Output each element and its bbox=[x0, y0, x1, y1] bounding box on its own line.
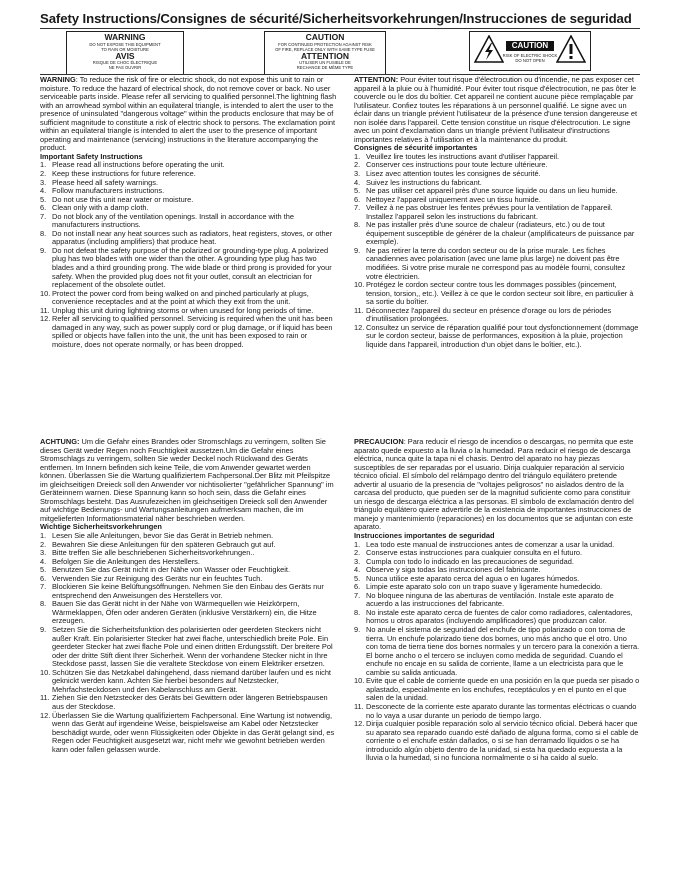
list-item: 1. Lea todo este manual de instrucciones antes de comenzar a usar la unidad. bbox=[354, 539, 615, 549]
list-item: 4. Follow manufacturers instructions. bbox=[40, 186, 165, 196]
fuse-label-heading-fr: ATTENTION bbox=[300, 50, 349, 61]
list-item: 10. Protégez le cordon secteur contre tous les dommages possibles (pincement, tension, torsion,, etc.). Veillez à ce que le cordon secteur soit libre, en particulier à sa sortie du boîtier. bbox=[354, 280, 634, 307]
list-item: 1. Please read all instructions before operating the unit. bbox=[40, 160, 225, 170]
list-item: 7. Veillez à ne pas obstruer les fentes prévues pour la ventilation de l'appareil. Installez l'appareil selon les instructions du fabricant. bbox=[354, 203, 613, 221]
warning-label-line: DO NOT EXPOSE THIS EQUIPMENT bbox=[89, 41, 161, 47]
list-item: 3. Lisez avec attention toutes les consignes de sécurité. bbox=[354, 169, 541, 179]
list-item: 10. Evite que el cable de corriente quede en una posición en la que pueda ser pisado o aplastado, especialmente en los enchufes, receptáculos y en el punto en el que salen de la unidad. bbox=[354, 676, 640, 703]
list-item: 6. Clean only with a damp cloth. bbox=[40, 203, 149, 213]
list-item: 1. Lesen Sie alle Anleitungen, bevor Sie das Gerät in Betrieb nehmen. bbox=[40, 531, 274, 541]
spanish-heading: Instrucciones importantes de seguridad bbox=[354, 531, 495, 541]
english-intro bbox=[40, 76, 338, 153]
english-section bbox=[40, 76, 338, 350]
title-divider bbox=[40, 28, 640, 29]
list-item: 11. Ziehen Sie den Netzstecker des Geräts bei Gewittern oder längeren Betriebspausen aus der Steckdose. bbox=[40, 693, 328, 711]
list-item: 6. Verwenden Sie zur Reinigung des Geräts nur ein feuchtes Tuch. bbox=[40, 573, 263, 583]
list-item: 3. Bitte treffen Sie alle beschriebenen Sicherheitsvorkehrungen.. bbox=[40, 548, 255, 558]
shock-label-heading: CAUTION bbox=[506, 41, 554, 51]
list-item: 12. Überlassen Sie die Wartung qualifiziertem Fachpersonal. Eine Wartung ist notwendig, wenn das Gerät auf irgendeine Weise, beispielsweise am Kabel oder Netzstecker beschädigt wurde, oder wenn Flüssigkeiten oder Objekte in das Gerät gelangt sind, es Regen oder Feuchtigkeit ausgesetzt war, nicht mehr wie gewohnt betrieben werden kann oder fallen gelassen wurde. bbox=[40, 710, 335, 754]
list-item: 12. Dirija cualquier posible reparación solo al servicio técnico oficial. Deberá hacer que su aparato sea reparado cuando esté dañado de alguna forma, como si el cable de corriente o el enchufe están dañados, o si se han derramado líquidos o se ha introducido algún objeto dentro de la unidad, si esta ha quedado expuesta a la lluvia o la humedad, si no funciona normalmente o si ha caído al suelo. bbox=[354, 719, 639, 763]
fuse-label-line: UTILISER UN FUSIBLE DE bbox=[299, 60, 351, 65]
list-item: 5. Do not use this unit near water or moisture. bbox=[40, 194, 194, 204]
list-item: 11. Desconecte de la corriente este aparato durante las tormentas eléctricas o cuando no lo vaya a usar durante un periodo de tiempo largo. bbox=[354, 701, 637, 720]
list-item: 8. Do not install near any heat sources such as radiators, heat registers, stoves, or other apparatus (including amplifiers) that produce heat. bbox=[40, 228, 333, 247]
list-item: 8. Ne pas installer près d'une source de chaleur (radiateurs, etc.) ou de tout équipement susceptible de générer de la chaleur (amplificateurs de puissance par exemple). bbox=[354, 220, 635, 247]
list-item: 7. Do not block any of the ventilation openings. Install in accordance with the manufacturers instructions. bbox=[40, 211, 294, 230]
spanish-section bbox=[354, 438, 640, 763]
list-item: 7. Blockieren Sie keine Belüftungsöffnungen. Nehmen Sie den Einbau des Geräts nur entsprechend den Anweisungen des Herstellers vor. bbox=[40, 582, 324, 600]
list-item: 12. Consultez un service de réparation qualifié pour tout dysfonctionnement (dommage sur le cordon secteur, baisse de performances, exposition à la pluie, projection liquide dans l'appareil, introduction d'un objet dans le boîtier, etc.). bbox=[354, 322, 639, 349]
list-item: 12. Refer all servicing to qualified personnel. Servicing is required when the unit has been damaged in any way, such as power supply cord or plug damage, or if liquid has been spilled or objects have fallen into the unit, the unit has been exposed to rain or moisture, does not operate normally, or has been dropped. bbox=[40, 314, 333, 349]
spanish-intro-text: : Para reducir el riesgo de incendios o descargas, no permita que este aparato quede expuesto a la lluvia o la humedad. Para reducir el riesgo de descarga eléctrica, nunca quite la tapa ni el chasis. Dentro del aparato no hay piezas susceptibles de ser reparadas por el usuario. Dirija cualquier reparación al servicio técnico oficial. El símbolo del relámpago dentro del triángulo equilátero pretende advertir al usuario de la presencia de "voltajes peligrosos" no aislados dentro de la carcasa del producto, que pueden ser de la magnitud suficiente como para constituir un riesgo de descarga eléctrica a las personas. El símbolo de exclamación dentro del triángulo equilátero quiere advertirle de la existencia de importantes instrucciones de manejo y mantenimiento (reparaciones) en los documentos que se adjuntan con este aparato. bbox=[354, 437, 634, 532]
warning-label-line: TO RAIN OR MOISTURE bbox=[101, 46, 149, 52]
shock-caution-label bbox=[469, 31, 591, 71]
english-heading: Important Safety Instructions bbox=[40, 151, 143, 161]
list-item: 10. Protect the power cord from being walked on and pinched particularly at plugs, convenience receptacles and at the point at which they exit from the unit. bbox=[40, 288, 309, 307]
list-item: 9. Setzen Sie die Sicherheitsfunktion des polarisierten oder geerdeten Steckers nicht außer Kraft. Ein polarisierter Stecker hat zwei flache, unterschiedlich breite Pole. Ein geerdeter Stecker hat zwei flache Pole und einen dritten Erdungsstift. Der breitere Pol oder der dritte Stift dient Ihrer Sicherheit. Wenn der vorhandene Stecker nicht in Ihre Steckdose passt, lassen Sie die veraltete Steckdose von einem Elektriker ersetzen. bbox=[40, 625, 333, 669]
list-item: 5. Benutzen Sie das Gerät nicht in der Nähe von Wasser oder Feuchtigkeit. bbox=[40, 565, 290, 575]
warning-label-heading: WARNING bbox=[104, 32, 146, 42]
english-intro-text: : To reduce the risk of fire or electric shock, do not expose this unit to rain or moisture. To reduce the hazard of electrical shock, do not remove cover or back. No user serviceable parts inside. Please refer all servicing to qualified personnel.The lightning flash with an arrowhead symbol within an equilateral triangle, is intended to alert the user to the presence of uninsulated "dangerous voltage" within the products enclosure that may be of sufficient magnitude to constitute a risk of electric shock to persons. The exclamation point within an equilateral triangle is intended to alert the user to the presence of important operating and maintenance (servicing) instructions in the literature accompanying the product. bbox=[40, 75, 337, 153]
list-item: 9. No anule el sistema de seguridad del enchufe de tipo polarizado o con toma de tierra. Un enchufe polarizado tiene dos bornes, uno más ancho que el otro. Uno con toma de tierra tiene dos bornes normales y un tercero para la conexión a tierra. El borne ancho o el tercero se incluyen como medida de seguridad. Cuando el enchufe no encaje en su salida de corriente, llame a un electricista para que le cambie su salida anticuada. bbox=[354, 625, 640, 677]
list-item: 2. Keep these instructions for future reference. bbox=[40, 169, 196, 179]
spanish-intro-lead: PRECAUCION bbox=[354, 437, 404, 446]
list-item: 8. Bauen Sie das Gerät nicht in der Nähe von Wärmequellen wie Heizkörpern, Wärmeklappen, Öfen oder anderen Geräten (inklusive Verstärkern) ein, die Hitze erzeugen. bbox=[40, 599, 317, 626]
list-item: 11. Unplug this unit during lightning storms or when unused for long periods of time. bbox=[40, 305, 314, 315]
french-intro-text: Pour éviter tout risque d'électrocution ou d'incendie, ne pas exposer cet appareil à la pluie ou à l'humidité. Pour éviter tout risque d'électrocution, ne pas ôter le couvercle ou le dos du boîtier. Cet appareil ne contient aucune pièce remplaçable par l'utilisateur. Confiez toutes les réparations à un personnel qualifié. Le signe avec un éclair dans un triangle prévient l'utilisateur de la présence d'une tension dangereuse et non isolée dans l'appareil. Cette tension constitue un risque d'électrocution. Le signe avec un point d'exclamation dans un triangle prévient l'utilisateur d'instructions importantes relatives à l'utilisation et à la maintenance du produit. bbox=[354, 75, 638, 144]
german-intro-text: Um die Gefahr eines Brandes oder Stromschlags zu verringern, sollten Sie dieses Gerät weder Regen noch Feuchtigkeit aussetzen.Um die Gefahr eines Stromschlags zu verringern, sollten Sie weder Deckel noch Rückwand des Geräts entfernen. Im Innern befinden sich keine Teile, die vom Anwender gewartet werden können. Überlassen Sie die Wartung qualifiziertem Fachpersonal.Der Blitz mit Pfeilspitze im gleichseitigen Dreieck soll den Anwender vor nichtisolierter "gefährlicher Spannung" im Geräteinnern warnen. Diese Spannung kann so hoch sein, dass die Gefahr eines Stromschlags besteht. Das Ausrufezeichen im gleichseitigen Dreieck soll den Anwender auf wichtige Bedienungs- und Wartungsanleitungen aufmerksam machen, die im mitgelieferten Informationsmaterial näher beschrieben werden. bbox=[40, 437, 334, 523]
warning-label-line: RISQUE DE CHOC ÉLECTRIQUE bbox=[92, 60, 158, 65]
list-item: 5. Nunca utilice este aparato cerca del agua o en lugares húmedos. bbox=[354, 573, 580, 583]
warning-label-heading-fr: AVIS bbox=[115, 50, 135, 61]
warning-label bbox=[66, 31, 184, 75]
shock-label-line: RISK OF ELECTRIC SHOCK bbox=[502, 53, 558, 58]
list-item: 3. Please heed all safety warnings. bbox=[40, 177, 158, 187]
list-item: 2. Bewahren Sie diese Anleitungen für den späteren Gebrauch gut auf. bbox=[40, 539, 276, 549]
list-item: 2. Conserver ces instructions pour toute lecture ultérieure. bbox=[354, 160, 548, 170]
german-intro bbox=[40, 438, 338, 523]
list-item: 6. Limpie este aparato solo con un trapo suave y ligeramente humedecido. bbox=[354, 582, 603, 592]
french-intro bbox=[354, 76, 640, 144]
german-section bbox=[40, 438, 338, 754]
list-item: 4. Suivez les instructions du fabricant. bbox=[354, 177, 482, 187]
page-title: Safety Instructions/Consignes de sécurité/Sicherheitsvorkehrungen/Instrucciones de seguridad bbox=[40, 11, 632, 26]
fuse-label-line: OF FIRE, REPLACE ONLY WITH SAME TYPE FUSE bbox=[275, 46, 375, 52]
fuse-label-heading: CAUTION bbox=[305, 32, 345, 42]
list-item: 6. Nettoyez l'appareil uniquement avec un tissu humide. bbox=[354, 194, 541, 204]
list-item: 8. No instale este aparato cerca de fuentes de calor como radiadores, calentadores, hornos u otros aparatos (incluyendo amplificadores) que produzcan calor. bbox=[354, 607, 633, 626]
list-item: 10. Schützen Sie das Netzkabel dahingehend, dass niemand darüber laufen und es nicht geknickt werden kann. Achten Sie hierbei besonders auf Netzstecker, Mehrfachsteckdosen und den Kabelanschluss am Gerät. bbox=[40, 667, 331, 694]
english-intro-lead: WARNING bbox=[40, 75, 76, 84]
german-intro-lead: ACHTUNG: bbox=[40, 437, 80, 446]
fuse-label-line: FOR CONTINUED PROTECTION AGAINST RISK bbox=[278, 41, 372, 47]
french-section bbox=[354, 76, 640, 350]
list-item: 2. Conserve estas instrucciones para cualquier consulta en el futuro. bbox=[354, 548, 583, 558]
spanish-intro bbox=[354, 438, 640, 532]
french-heading: Consignes de sécurité importantes bbox=[354, 143, 478, 153]
german-heading: Wichtige Sicherheitsvorkehrungen bbox=[40, 522, 162, 532]
list-item: 3. Cumpla con todo lo indicado en las precauciones de seguridad. bbox=[354, 556, 574, 566]
warning-label-line: NE PAS OUVRIR bbox=[108, 65, 142, 70]
list-item: 11. Déconnectez l'appareil du secteur en présence d'orage ou lors de périodes d'inutilisation prolongées. bbox=[354, 305, 612, 324]
list-item: 4. Observe y siga todas las instrucciones del fabricante. bbox=[354, 565, 541, 575]
lightning-triangle-icon bbox=[474, 35, 504, 63]
fuse-caution-label bbox=[264, 31, 386, 75]
list-item: 1. Veuillez lire toutes les instructions avant d'utiliser l'appareil. bbox=[354, 151, 560, 161]
exclamation-triangle-icon bbox=[556, 35, 586, 63]
fuse-label-line: RECHANGE DE MÊME TYPE bbox=[296, 65, 354, 70]
list-item: 9. Do not defeat the safety purpose of the polarized or grounding-type plug. A polarized plug has two blades with one wider than the other. A grounding type plug has two blades and a third grounding prong. The wide blade or third prong is provided for your safety. When the provided plug does not fit your outlet, consult an electrician for replacement of the obsolete outlet. bbox=[40, 245, 332, 290]
list-item: 5. Ne pas utiliser cet appareil près d'une source liquide ou dans un lieu humide. bbox=[354, 186, 618, 196]
list-item: 4. Befolgen Sie die Anleitungen des Herstellers. bbox=[40, 556, 200, 566]
list-item: 9. Ne pas retirer la terre du cordon secteur ou de la prise murale. Les fiches canadiennes avec polarisation (avec une lame plus large) ne doivent pas être modifiées. Si votre prise murale ne correspond pas au modèle fourni, consultez votre électricien. bbox=[354, 245, 626, 281]
shock-label-line: DO NOT OPEN bbox=[515, 58, 545, 63]
list-item: 7. No bloquee ninguna de las aberturas de ventilación. Instale este aparato de acuerdo a las instrucciones del fabricante. bbox=[354, 590, 614, 609]
french-intro-lead: ATTENTION: bbox=[354, 75, 399, 84]
